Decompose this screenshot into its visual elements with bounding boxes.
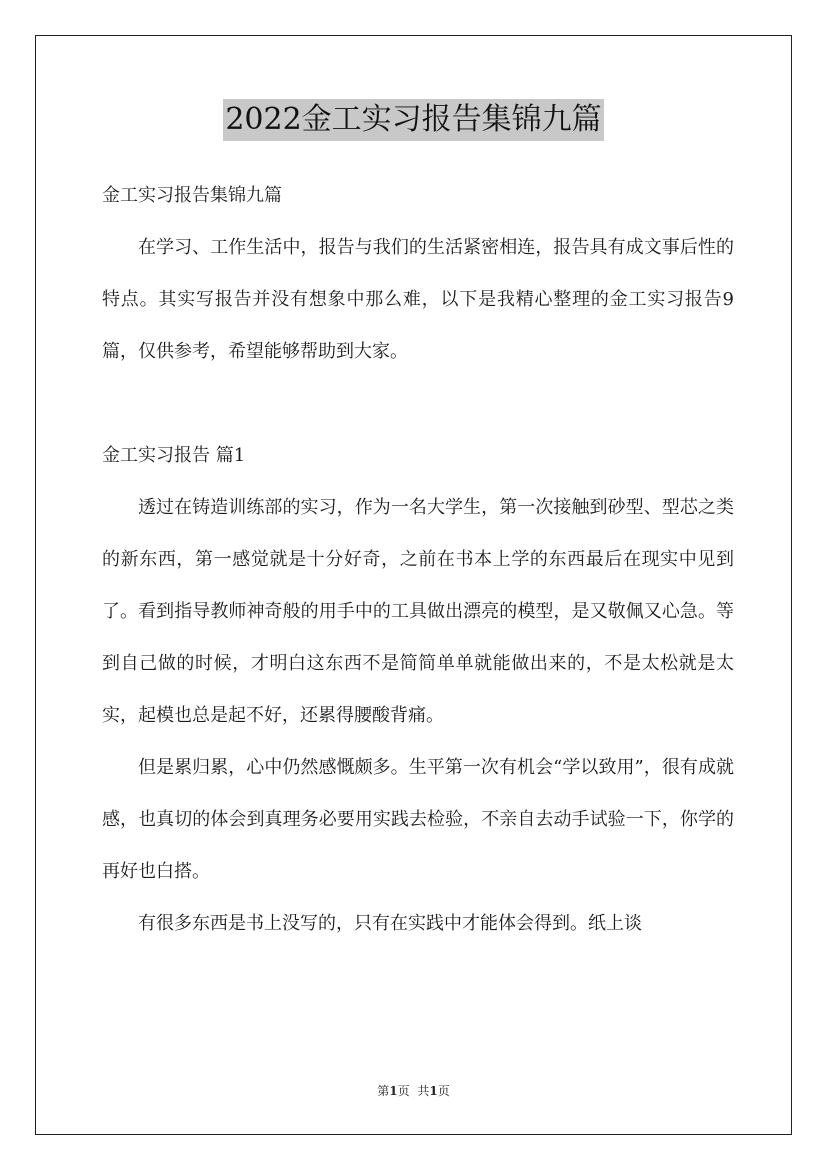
page-suffix: 页 — [397, 1084, 410, 1098]
body-paragraph: 透过在铸造训练部的实习，作为一名大学生，第一次接触到砂型、型芯之类的新东西，第一感觉就是十分好奇，之前在书本上学的东西最后在现实中见到了。看到指导教师神奇般的用手中的工具做出漂亮的模型，是又敬佩又心急。等到自己做的时候，才明白这东西不是简简单单就能做出来的，不是太松就是太实，起模也总是起不好，还累得腰酸背痛。 — [102, 497, 734, 726]
body-paragraph: 但是累归累，心中仍然感慨颇多。生平第一次有机会“学以致用”，很有成就感，也真切的体会到真理务必要用实践去检验，不亲自去动手试验一下，你学的再好也白搭。 — [102, 757, 734, 882]
intro-paragraph: 在学习、工作生活中，报告与我们的生活紧密相连，报告具有成文事后性的特点。其实写报告并没有想象中那么难，以下是我精心整理的金工实习报告9篇，仅供参考，希望能够帮助到大家。 — [102, 237, 734, 362]
title-wrap — [0, 99, 827, 141]
page-prefix: 第 — [377, 1084, 390, 1098]
section-spacer — [102, 378, 734, 430]
document-title: 2022金工实习报告集锦九篇 — [223, 99, 603, 141]
total-pages: 1 — [429, 1084, 438, 1098]
body-paragraph: 有很多东西是书上没写的，只有在实践中才能体会得到。纸上谈 — [138, 913, 642, 934]
page-number: 1 — [389, 1084, 398, 1098]
total-prefix: 共 — [417, 1084, 430, 1098]
section-heading: 金工实习报告 篇1 — [102, 445, 246, 466]
document-body — [102, 170, 734, 950]
document-subtitle: 金工实习报告集锦九篇 — [102, 185, 282, 206]
total-suffix: 页 — [437, 1084, 450, 1098]
page-footer — [0, 1082, 827, 1099]
